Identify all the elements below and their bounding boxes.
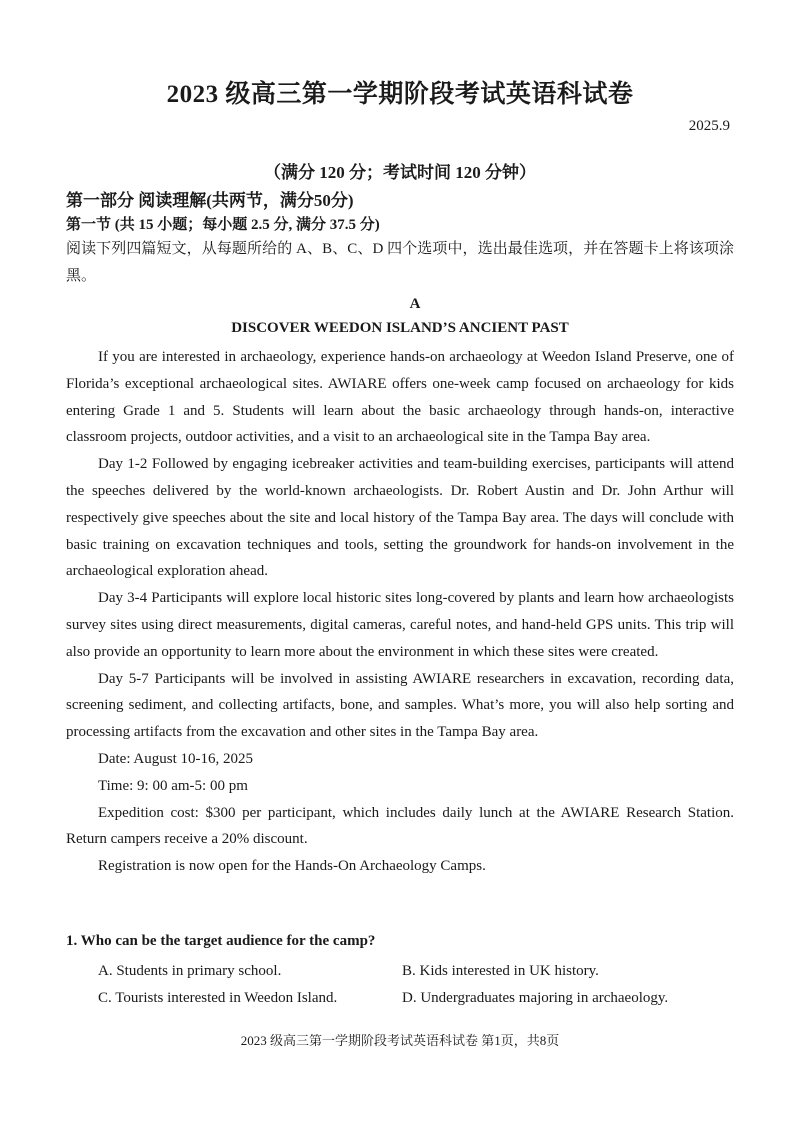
directions: 阅读下列四篇短文，从每题所给的 A、B、C、D 四个选项中，选出最佳选项，并在答题卡上将该项涂黑。 [66, 241, 734, 284]
exam-date: 2025.9 [688, 118, 730, 134]
section-one-heading: 第一节 (共 15 小题；每小题 2.5 分, 满分 37.5 分) [66, 217, 380, 233]
option-a: A. Students in primary school. [98, 963, 282, 979]
part-one-heading: 第一部分 阅读理解(共两节，满分50分) [66, 191, 354, 210]
passage-date: Date: August 10-16, 2025 [98, 750, 253, 767]
option-b: B. Kids interested in UK history. [402, 963, 599, 979]
page-footer: 2023 级高三第一学期阶段考试英语科试卷 第1页，共8页 [240, 1033, 560, 1048]
passage-cost: Expedition cost: $300 per participant, which includes daily lunch at the AWIARE Research Station. Return campers receive a 20% discount. [66, 804, 734, 848]
passage-body [66, 344, 734, 880]
passage-time: Time: 9: 00 am-5: 00 pm [98, 777, 248, 794]
passage-letter: A [409, 296, 421, 312]
exam-title: 2023 级高三第一学期阶段考试英语科试卷 [166, 81, 634, 108]
option-c: C. Tourists interested in Weedon Island. [98, 990, 338, 1006]
passage-paragraph: Day 5-7 Participants will be involved in assisting AWIARE researchers in excavation, recording data, screening sediment, and collecting artifacts, bone, and samples. What’s more, you will also help sorting and processing artifacts from the excavation and other sites in the Tampa Bay area. [66, 670, 734, 741]
question-1-stem: 1. Who can be the target audience for the camp? [66, 933, 376, 949]
exam-info: （满分 120 分；考试时间 120 分钟） [264, 163, 536, 182]
passage-paragraph: If you are interested in archaeology, experience hands-on archaeology at Weedon Island Preserve, one of Florida’s exceptional archaeological sites. AWIARE offers one-week camp focused on archaeology for kids entering Grade 1 and 5. Students will learn about the basic archaeology through hands-on, interactive classroom projects, outdoor activities, and a visit to an archaeological site in the Tampa Bay area. [66, 349, 734, 446]
passage-paragraph: Day 3-4 Participants will explore local historic sites long-covered by plants and learn how archaeologists survey sites using direct measurements, digital cameras, careful notes, and hand-held GPS units. This trip will also provide an opportunity to learn more about the environment in which these sites were created. [66, 590, 734, 660]
passage-registration: Registration is now open for the Hands-On Archaeology Camps. [98, 858, 486, 875]
passage-title: DISCOVER WEEDON ISLAND’S ANCIENT PAST [231, 320, 569, 336]
passage-paragraph: Day 1-2 Followed by engaging icebreaker activities and team-building exercises, participants will attend the speeches delivered by the world-known archaeologists. Dr. Robert Austin and Dr. John Arthur will respectively give speeches about the site and local history of the Tampa Bay area. The days will conclude with basic training on excavation techniques and tools, setting the groundwork for hands-on involvement in the archaeological exploration ahead. [66, 456, 734, 580]
option-d: D. Undergraduates majoring in archaeology. [402, 990, 669, 1006]
